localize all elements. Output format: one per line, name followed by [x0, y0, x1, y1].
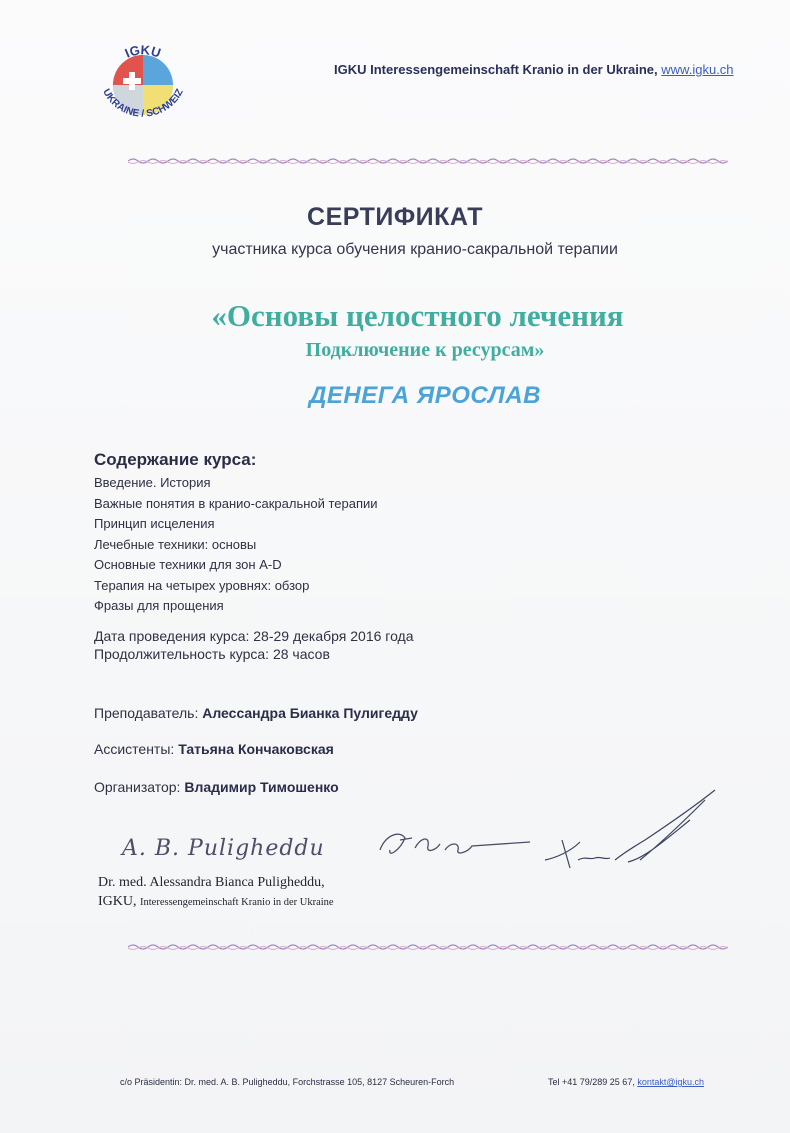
certificate-title: СЕРТИФИКАТ	[307, 203, 483, 231]
teacher-label: Преподаватель:	[94, 705, 199, 721]
footer	[120, 1077, 705, 1087]
organizer-name: Владимир Тимошенко	[184, 779, 339, 795]
signer-block	[98, 873, 334, 912]
course-dates	[94, 627, 414, 663]
assistants-label: Ассистенты:	[94, 741, 175, 757]
footer-contact	[548, 1077, 704, 1087]
organizer-label: Организатор:	[94, 779, 181, 795]
signer-org-full: Interessengemeinschaft Kranio in der Ukraine	[140, 897, 334, 908]
list-item: Принцип исцеления	[94, 516, 215, 531]
org-name: IGKU Interessengemeinschaft Kranio in der Ukraine,	[334, 62, 658, 77]
list-item: Фразы для прощения	[94, 598, 224, 613]
footer-address: c/o Präsidentin: Dr. med. A. B. Puligheddu, Forchstrasse 105, 8127 Scheuren-Forch	[120, 1077, 455, 1087]
course-subtitle: Подключение к ресурсам»	[305, 339, 545, 361]
wavy-divider-bottom	[128, 942, 728, 952]
logo-top-text: IGKU	[122, 42, 163, 61]
signature-assistant	[380, 834, 530, 853]
contents-heading: Содержание курса:	[94, 450, 257, 469]
signature-puligheddu: A. B. Puligheddu	[122, 836, 325, 861]
teacher-row	[94, 705, 418, 721]
date-line: Дата проведения курса: 28-29 декабря 2016 года	[94, 628, 414, 644]
assistants-row	[94, 741, 334, 757]
participant-name: ДЕНЕГА ЯРОСЛАВ	[309, 382, 541, 409]
signatures	[100, 780, 730, 880]
signer-org-line	[98, 892, 334, 912]
email-link[interactable]: kontakt@igku.ch	[637, 1077, 705, 1087]
footer-tel: Tel +41 79/289 25 67,	[548, 1077, 635, 1087]
duration-line: Продолжительность курса: 28 часов	[94, 646, 330, 662]
list-item: Основные техники для зон A-D	[94, 557, 282, 572]
list-item: Лечебные техники: основы	[94, 536, 257, 552]
header-org	[334, 62, 734, 77]
teacher-name: Алессандра Бианка Пулигедду	[202, 705, 418, 721]
signature-organizer	[545, 790, 715, 868]
website-link[interactable]: www.igku.ch	[661, 62, 734, 77]
certificate-subtitle: участника курса обучения кранио-сакральной терапии	[212, 241, 618, 258]
wavy-divider-top	[128, 156, 728, 166]
contents-list	[94, 473, 378, 617]
assistants-name: Татьяна Кончаковская	[178, 741, 334, 757]
signer-org: IGKU,	[98, 894, 137, 909]
signer-name: Dr. med. Alessandra Bianca Puligheddu,	[98, 875, 325, 890]
igku-logo	[88, 30, 198, 140]
list-item: Введение. История	[94, 475, 211, 490]
course-title: «Основы целостного лечения	[211, 298, 624, 333]
list-item: Важные понятия в кранио-сакральной терапии	[94, 495, 378, 511]
list-item: Терапия на четырех уровнях: обзор	[94, 577, 310, 593]
logo-bottom-text: UKRAINE / SCHWEIZ	[100, 87, 186, 120]
